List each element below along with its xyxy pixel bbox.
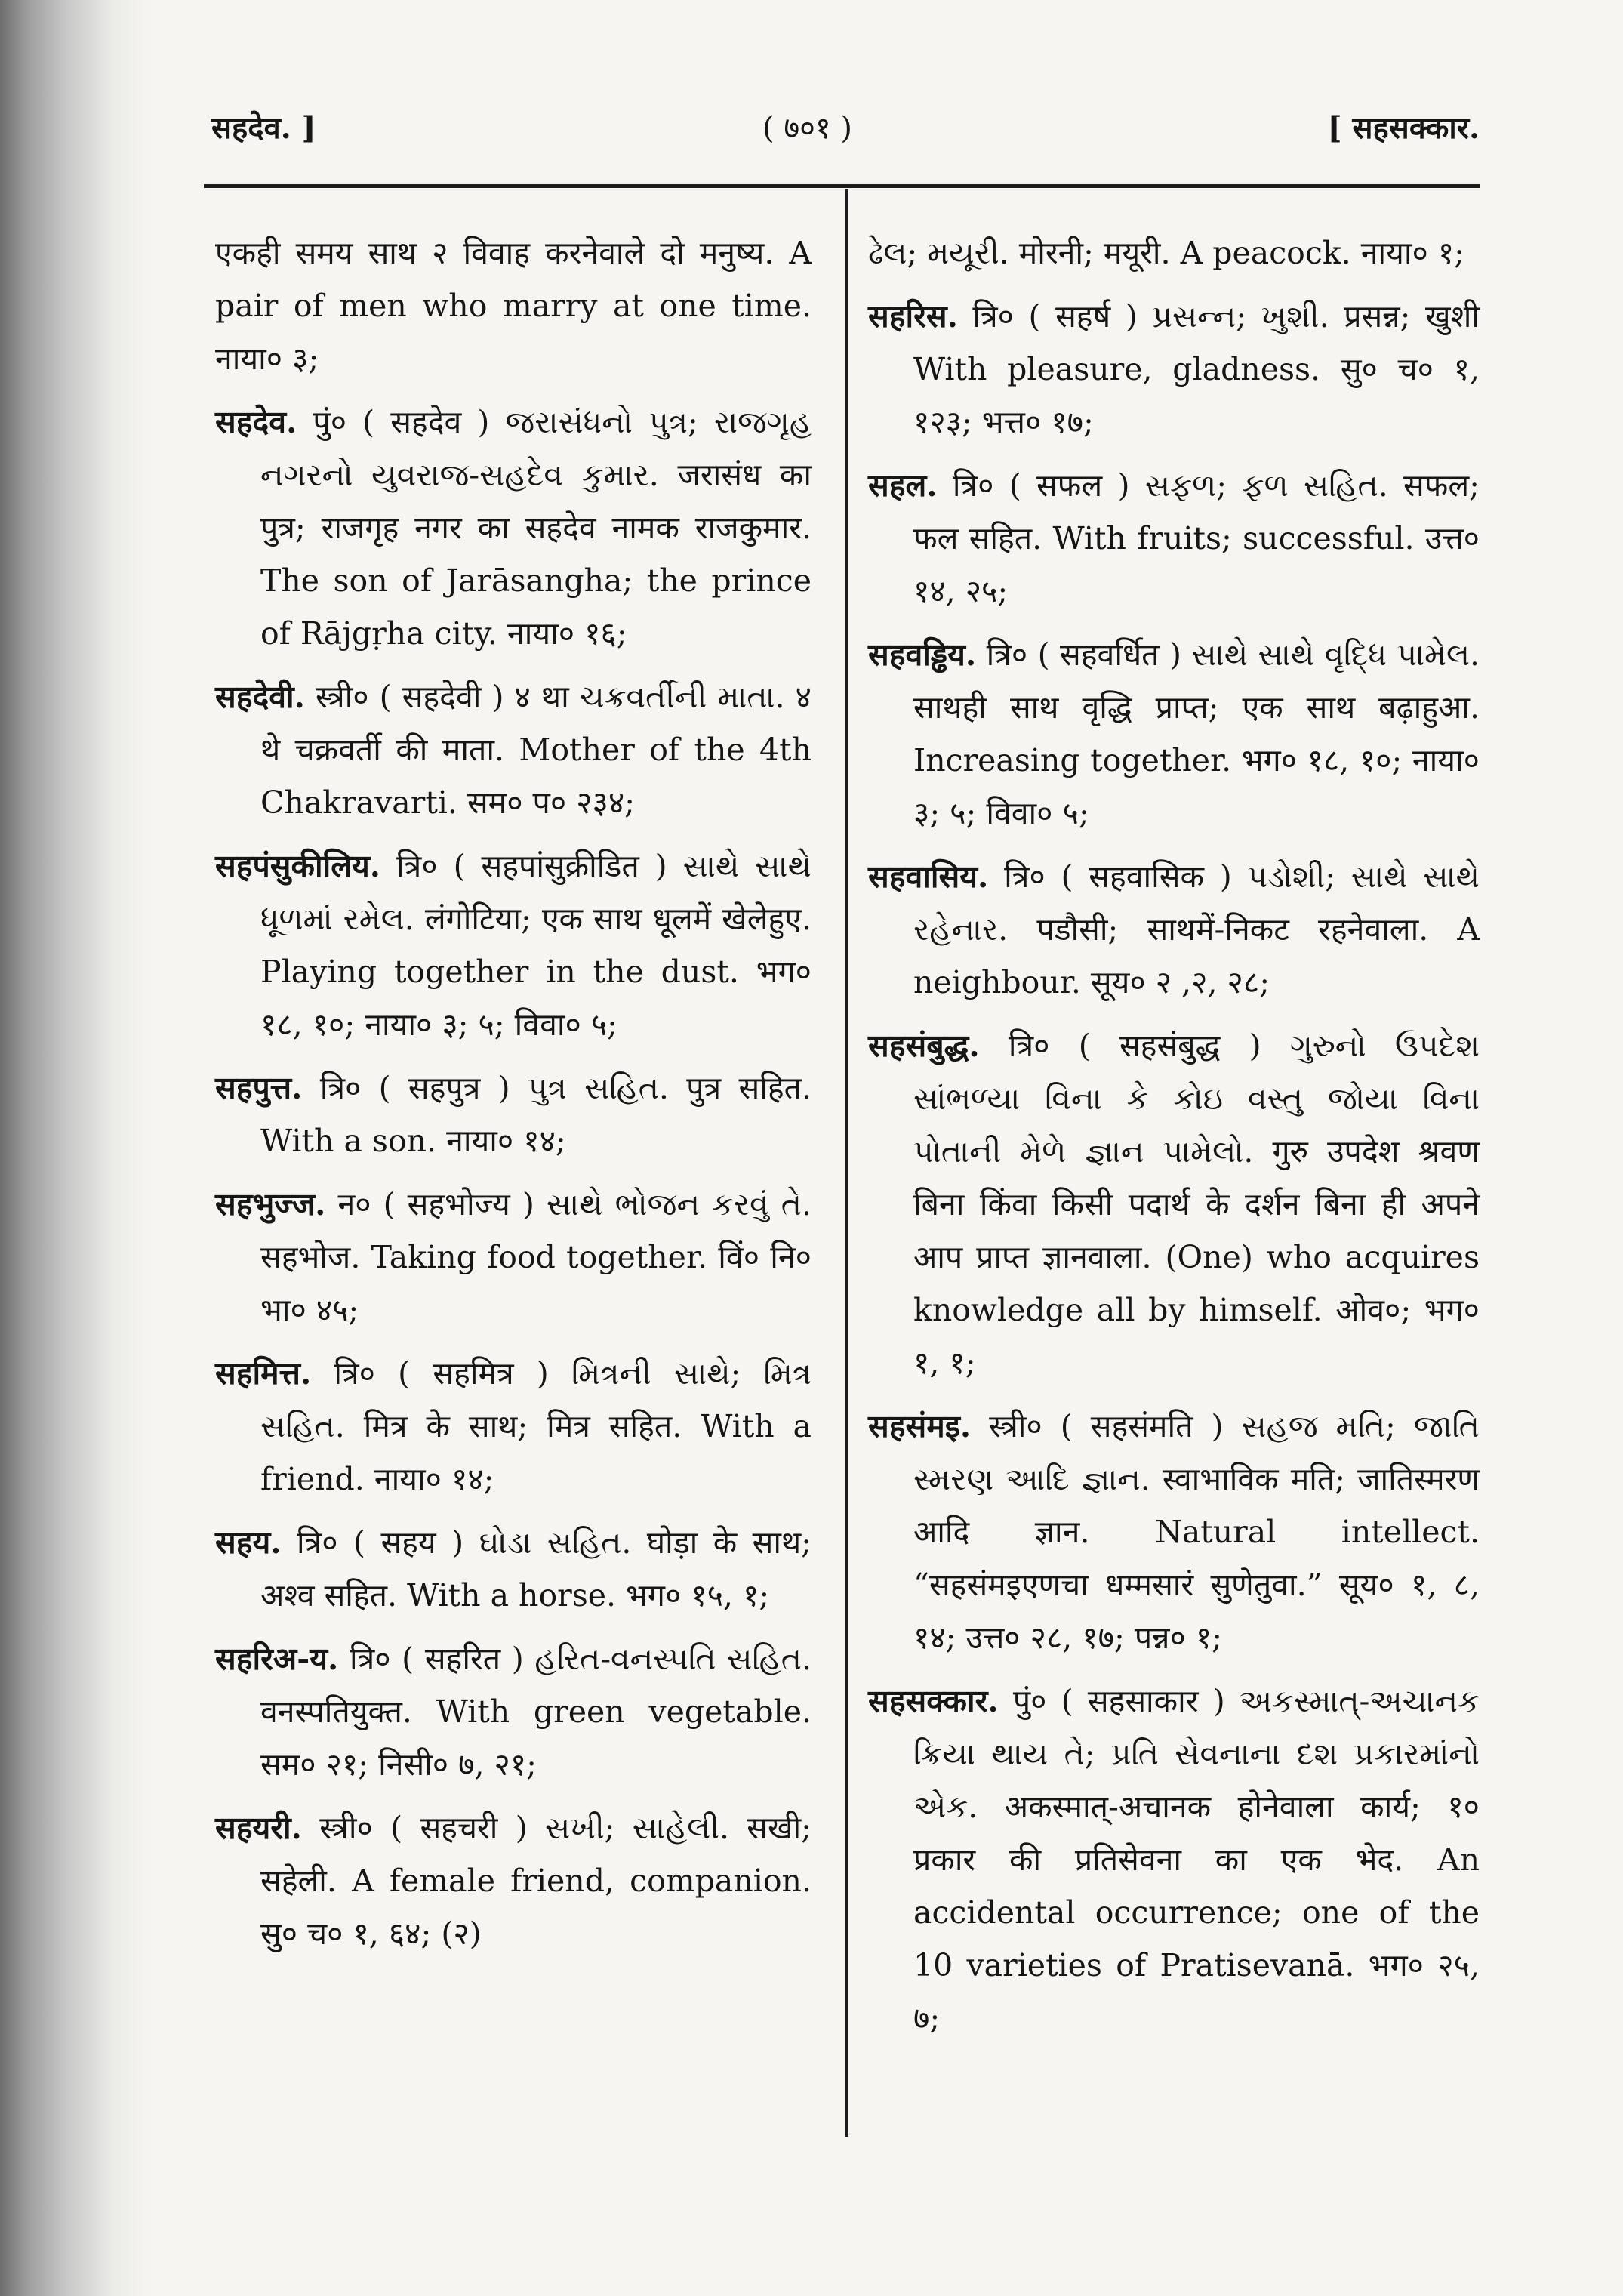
page-number: ( ७०१ ) bbox=[762, 111, 853, 146]
page-header bbox=[211, 98, 1480, 159]
entry-definition: त्रि० ( सहपांसुक्रीडित ) સાથે સાથે ધૂળમાં રમેલ. लंगोटिया; एक साथ धूलमें खेलेहुए. Playing together in the dust. भग० १८, १०; नाया० ३; ५; विवा० ५; bbox=[260, 848, 812, 1043]
entry-definition: पुं० ( सहदेव ) જરાસંધનો પુત્ર; રાજગૃહ નગરનો યુવરાજ-સહદેવ કુમાર. जरासंध का पुत्र; राजगृह नगर का सहदेव नामक राजकुमार. The son of Jarāsangha; the prince of Rājgṛha city. नाया० १६; bbox=[260, 404, 812, 652]
entry-headword: सहभुज्ज. bbox=[215, 1186, 326, 1222]
dictionary-entry bbox=[868, 850, 1480, 1009]
dictionary-entry bbox=[868, 459, 1480, 618]
entry-definition: स्त्री० ( सहसंमति ) સહજ મતિ; જાતિ સ્મરણ આદિ જ્ઞાન. स्वाभाविक मति; जातिस्मरण आदि ज्ञान. Natural intellect. “सहसंमइएणचा धम्मसारं सुणेतुवा.” सूय० १, ८, १४; उत्त० २८, १७; पन्न० १; bbox=[913, 1408, 1480, 1656]
entry-headword: सहल. bbox=[868, 467, 938, 504]
dictionary-entry bbox=[215, 396, 812, 660]
dictionary-entry bbox=[215, 1516, 812, 1622]
dictionary-entry bbox=[868, 1019, 1480, 1389]
entry-definition: त्रि० ( सफल ) સફળ; ફળ સહિત. सफल; फल सहित. With fruits; successful. उत्त० १४, २५; bbox=[913, 467, 1480, 609]
dictionary-entry bbox=[868, 628, 1480, 840]
entry-definition: स्त्री० ( सहदेवी ) ४ था ચક્રવર્તીની માતા. ४ थे चक्रवर्ती की माता. Mother of the 4th Chakravarti. सम० प० २३४; bbox=[260, 679, 812, 821]
dictionary-entry bbox=[868, 227, 1480, 279]
entry-headword: सहमित्त. bbox=[215, 1355, 312, 1391]
dictionary-entry bbox=[868, 1675, 1480, 2045]
entry-headword: सहसंमइ. bbox=[868, 1408, 972, 1444]
column-divider bbox=[845, 189, 848, 2137]
entry-definition: त्रि० ( सहर्ष ) પ્રસન્ન; ખુશી. प्रसन्न; खुशी With pleasure, gladness. सु० च० १, १२३; भत्त० १७; bbox=[913, 298, 1480, 440]
entry-headword: सहपंसुकीलिय. bbox=[215, 848, 381, 884]
entry-definition: पुं० ( सहसाकार ) અકસ્માત્-અચાનક ક્રિયા થાય તે; પ્રતિ સેવનાના દશ પ્રકારમાંનો એક. अकस्मात्-अचानक होनेवाला कार्य; १० प्रकार की प्रतिसेवना का एक भेद. An accidental occurrence; one of the 10 varieties of Pratisevanā. भग० २५, ७; bbox=[913, 1683, 1480, 2036]
entry-headword: सहपुत्त. bbox=[215, 1070, 303, 1106]
entry-definition: न० ( सहभोज्य ) સાથે ભોજન કરવું તે. सहभोज. Taking food together. विं० नि० भा० ४५; bbox=[260, 1186, 812, 1328]
dictionary-entry bbox=[215, 1632, 812, 1791]
entry-definition: स्त्री० ( सहचरी ) સખી; સાહેલી. सखी; सहेली. A female friend, companion. सु० च० १, ६४; (२) bbox=[260, 1810, 812, 1952]
dictionary-entry bbox=[215, 1062, 812, 1167]
right-column bbox=[868, 227, 1480, 2055]
entry-headword: सहदेवी. bbox=[215, 679, 305, 715]
entry-definition: त्रि० ( सहसंबुद्ध ) ગુરુનો ઉપદેશ સાંભળ્યા વિના કે કોઇ વસ્તુ જોયા વિના પોતાની મેળે જ્ઞાન પામેલો. गुरु उपदेश श्रवण बिना किंवा किसी पदार्थ के दर्शन बिना ही अपने आप प्राप्त ज्ञानवाला. (One) who acquires knowledge all by himself. ओव०; भग० १, १; bbox=[913, 1028, 1480, 1381]
entry-definition: त्रि० ( सहरित ) હરિત-વનસ્પતિ સહિત. वनस्पतियुक्त. With green vegetable. सम० २१; निसी० ७, २१; bbox=[260, 1641, 812, 1783]
entry-definition: त्रि० ( सहपुत्र ) પુત્ર સહિત. पुत्र सहित. With a son. नाया० १४; bbox=[260, 1070, 812, 1159]
dictionary-entry bbox=[215, 1801, 812, 1960]
entry-definition: त्रि० ( सहय ) ઘોડા સહિત. घोड़ा के साथ; अश्व सहित. With a horse. भग० १५, १; bbox=[260, 1524, 812, 1613]
dictionary-entry bbox=[868, 290, 1480, 448]
header-rule bbox=[204, 184, 1480, 188]
entry-headword: सहरिअ-य. bbox=[215, 1641, 339, 1677]
header-left-guide-word: सहदेव. ] bbox=[211, 110, 316, 146]
entry-definition: त्रि० ( सहवासिक ) પડોશી; સાથે સાથે રહેનાર. पडौसी; साथमें-निकट रहनेवाला. A neighbour. सूय० २ ,२, २८; bbox=[913, 858, 1480, 1000]
entry-definition: त्रि० ( सहवर्धित ) સાથે સાથે વૃદ્ધિ પામેલ. साथही साथ वृद्धि प्राप्त; एक साथ बढ़ाहुआ. Increasing together. भग० १८, १०; नाया० ३; ५; विवा० ५; bbox=[913, 636, 1480, 831]
entry-headword: सहवासिय. bbox=[868, 858, 989, 895]
entry-headword: सहवड्ढिय. bbox=[868, 636, 977, 673]
binding-shadow bbox=[0, 0, 151, 2296]
dictionary-entry bbox=[215, 1178, 812, 1336]
entry-headword: सहसक्कार. bbox=[868, 1683, 999, 1719]
dictionary-entry bbox=[215, 227, 812, 385]
dictionary-entry bbox=[868, 1400, 1480, 1664]
entry-headword: सहरिस. bbox=[868, 298, 958, 334]
entry-headword: सहय. bbox=[215, 1524, 282, 1561]
entry-definition: त्रि० ( सहमित्र ) મિત્રની સાથે; મિત્ર સહિત. मित्र के साथ; मित्र सहित. With a friend. नाया० १४; bbox=[260, 1355, 812, 1497]
header-right-guide-word: [ सहसक्कार. bbox=[1327, 110, 1480, 146]
dictionary-entry bbox=[215, 670, 812, 829]
left-column bbox=[215, 227, 812, 1971]
dictionary-entry bbox=[215, 840, 812, 1051]
entry-headword: सहदेव. bbox=[215, 404, 297, 440]
entry-headword: सहसंबुद्ध. bbox=[868, 1028, 980, 1064]
entry-definition: एकही समय साथ २ विवाह करनेवाले दो मनुष्य. A pair of men who marry at one time. नाया० ३; bbox=[215, 235, 812, 377]
dictionary-entry bbox=[215, 1347, 812, 1505]
entry-definition: ઢેલ; મયૂરી. मोरनी; मयूरी. A peacock. नाया० १; bbox=[868, 235, 1464, 271]
entry-headword: सहयरी. bbox=[215, 1810, 302, 1846]
